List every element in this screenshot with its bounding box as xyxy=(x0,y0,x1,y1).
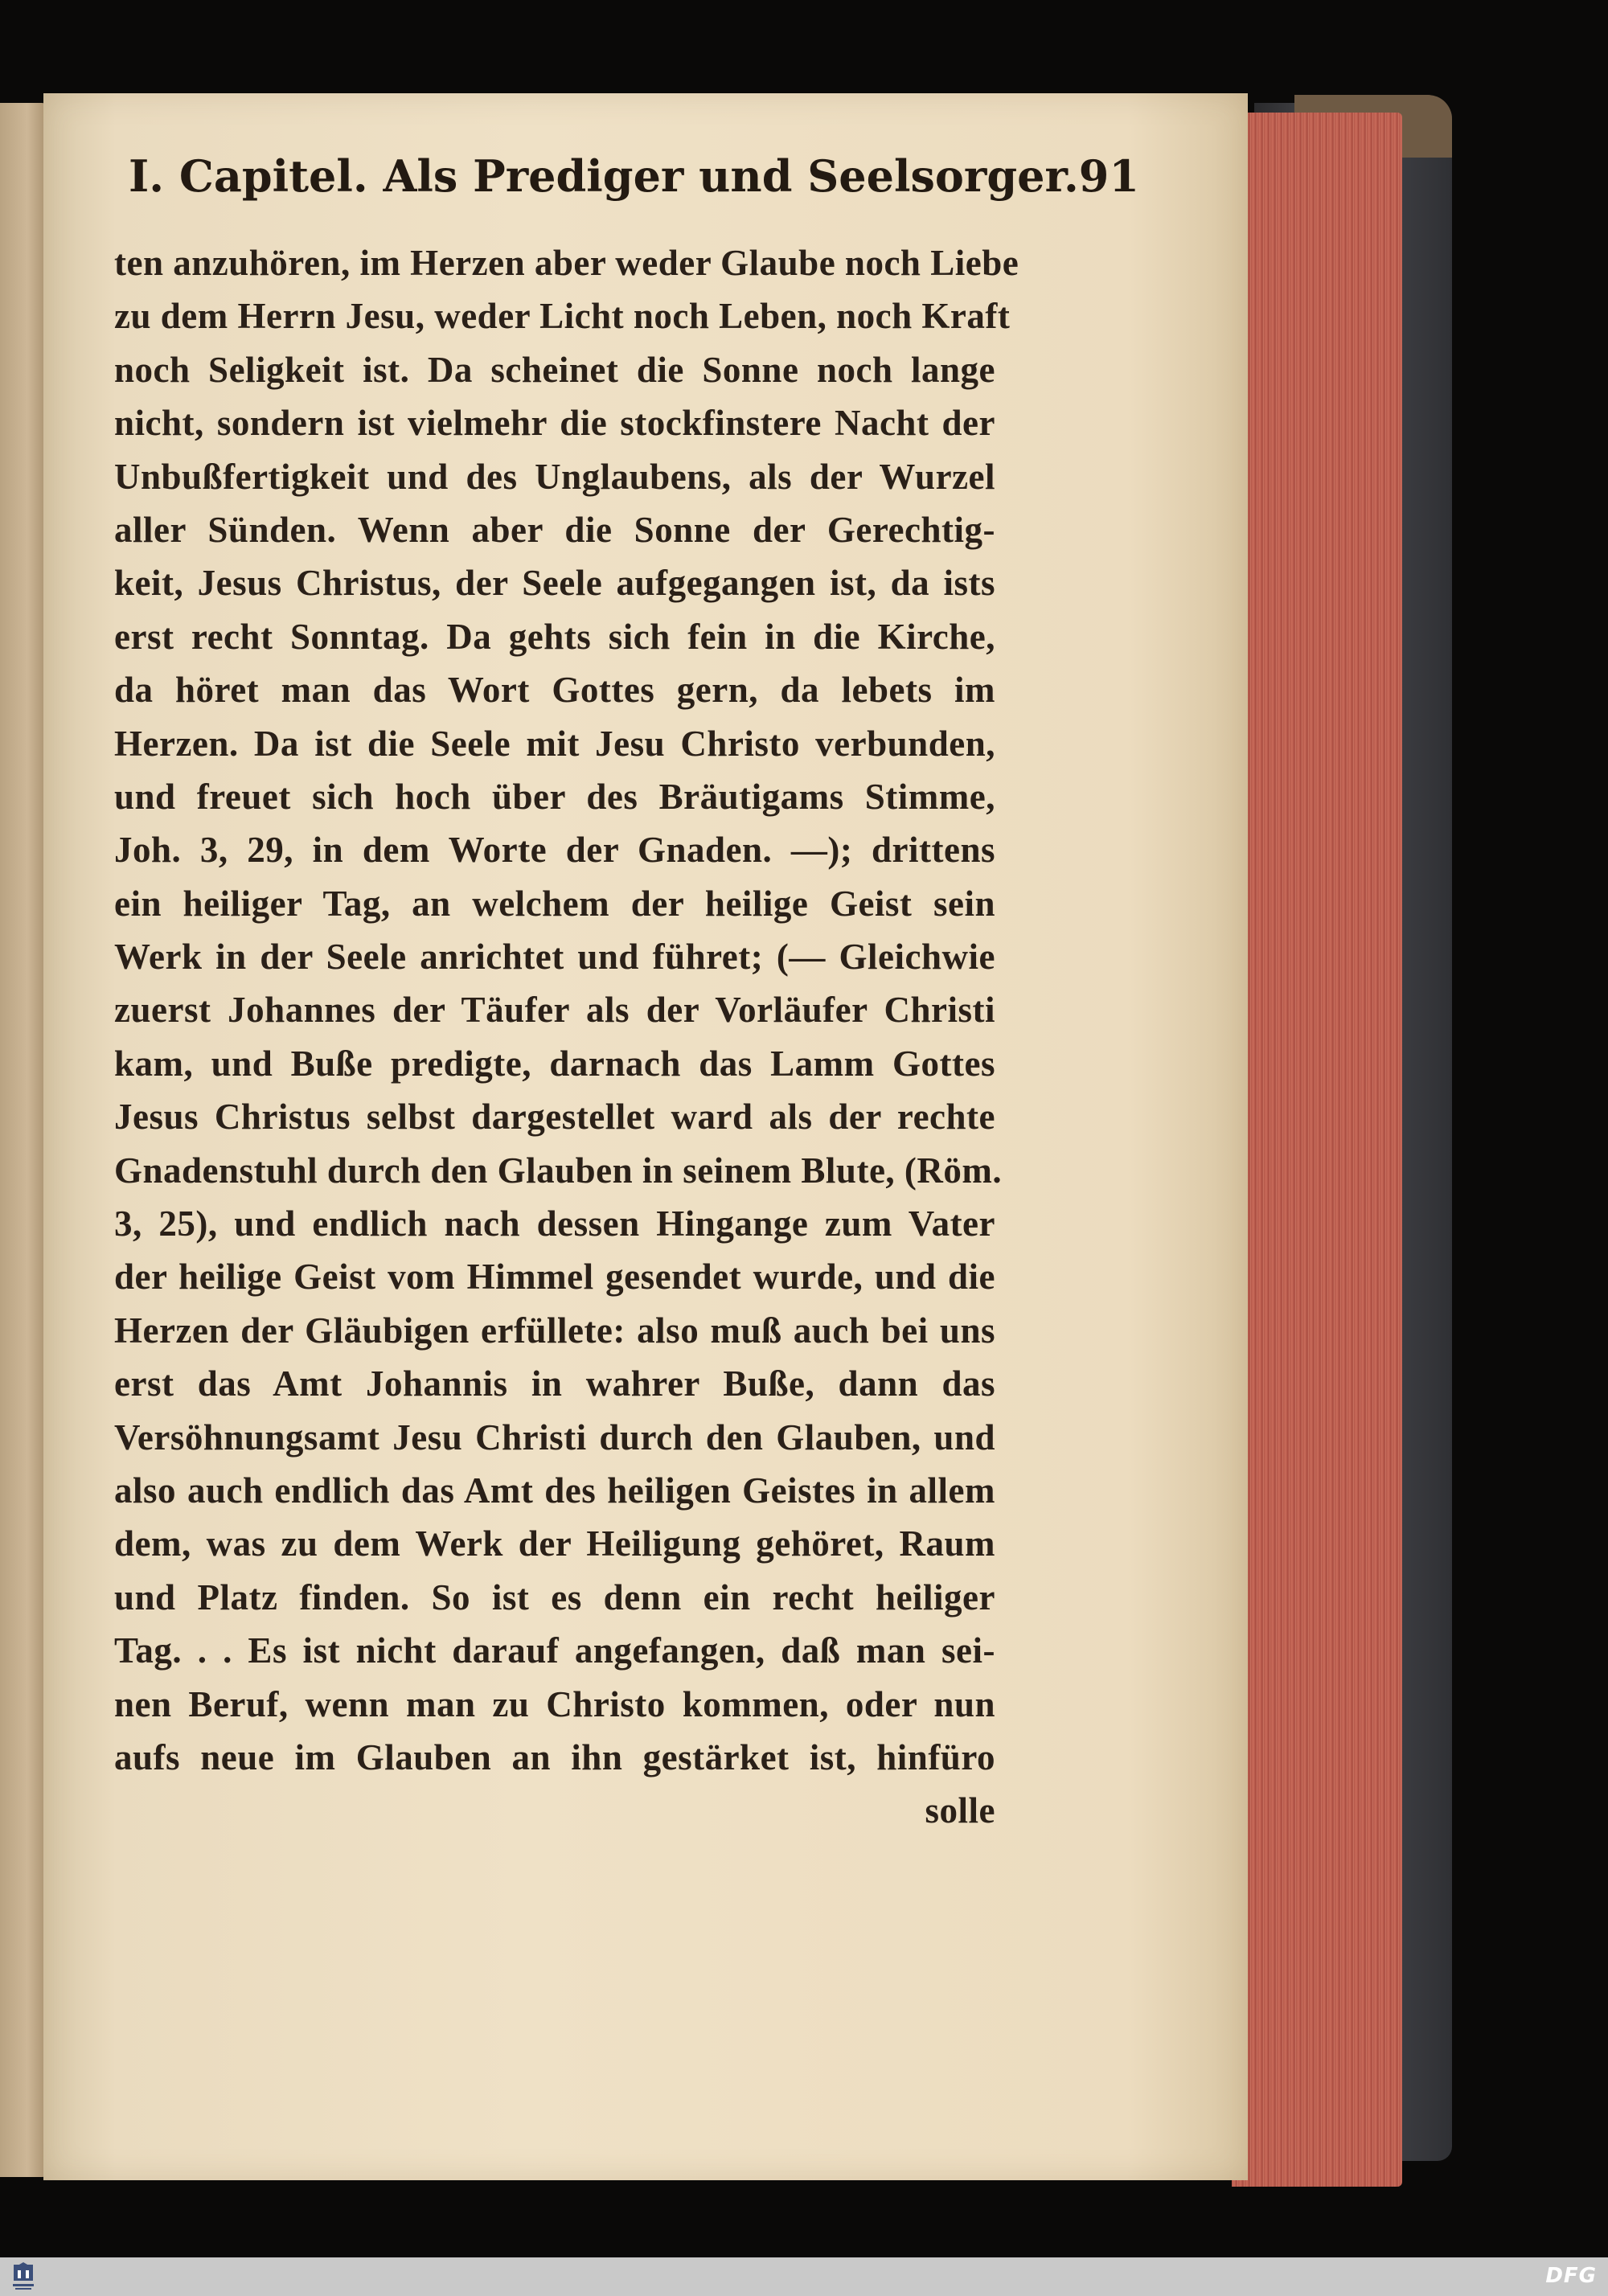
text-line: aufs neue im Glauben an ihn gestärket ist, hinfüro xyxy=(114,1736,995,1777)
text-line: zuerst Johannes der Täufer als der Vorläufer Christi xyxy=(114,990,995,1031)
chapter-title: I. Capitel. Als Prediger und Seelsorger. xyxy=(129,150,1079,202)
text-line: und freuet sich hoch über des Bräutigams Stimme, xyxy=(114,776,995,817)
text-line: der heilige Geist vom Himmel gesendet wurde, und die xyxy=(114,1257,995,1298)
text-line: Joh. 3, 29, in dem Worte der Gnaden. —); drittens xyxy=(114,830,995,871)
text-line: erst das Amt Johannis in wahrer Buße, dann das xyxy=(114,1363,995,1404)
text-line: Versöhnungsamt Jesu Christi durch den Glauben, und xyxy=(114,1417,995,1458)
page-number: 91 xyxy=(1078,150,1139,202)
text-line: 3, 25), und endlich nach dessen Hingange zum Vater xyxy=(114,1203,995,1244)
running-head xyxy=(129,150,1139,202)
text-line: aller Sünden. Wenn aber die Sonne der Gerechtig- xyxy=(114,509,995,550)
body-text xyxy=(114,236,1019,1838)
text-line: also auch endlich das Amt des heiligen Geistes in allem xyxy=(114,1470,995,1511)
text-line: erst recht Sonntag. Da gehts sich fein in die Kirche, xyxy=(114,616,995,657)
text-line: nen Beruf, wenn man zu Christo kommen, oder nun xyxy=(114,1683,995,1724)
text-line: Unbußfertigkeit und des Unglaubens, als der Wurzel xyxy=(114,456,995,497)
text-line: kam, und Buße predigte, darnach das Lamm Gottes xyxy=(114,1043,995,1084)
text-line: Herzen der Gläubigen erfüllete: also muß auch bei uns xyxy=(114,1310,995,1351)
facing-page-edge xyxy=(0,103,50,2177)
text-line: zu dem Herrn Jesu, weder Licht noch Leben, noch Kraft xyxy=(114,296,1011,337)
red-page-edges xyxy=(1232,113,1402,2187)
text-line: Herzen. Da ist die Seele mit Jesu Christo verbunden, xyxy=(114,723,995,764)
text-line: ein heiliger Tag, an welchem der heilige Geist sein xyxy=(114,883,995,924)
text-line: Werk in der Seele anrichtet und führet; (— Gleichwie xyxy=(114,937,995,978)
text-line: und Platz finden. So ist es denn ein recht heiliger xyxy=(114,1576,995,1617)
text-line: keit, Jesus Christus, der Seele aufgegangen ist, da ists xyxy=(114,563,995,604)
library-crest-icon xyxy=(5,2261,42,2293)
dfg-logo: DFG xyxy=(1545,2264,1597,2288)
text-line: noch Seligkeit ist. Da scheinet die Sonne noch lange xyxy=(114,349,995,390)
text-line: dem, was zu dem Werk der Heiligung gehöret, Raum xyxy=(114,1523,995,1564)
text-line: da höret man das Wort Gottes gern, da lebets im xyxy=(114,670,995,711)
text-line: nicht, sondern ist vielmehr die stockfinstere Nacht der xyxy=(114,403,995,444)
viewer-footer xyxy=(0,2257,1608,2296)
catchword: solle xyxy=(925,1790,995,1831)
text-line: ten anzuhören, im Herzen aber weder Glaube noch Liebe xyxy=(114,243,1019,283)
text-line: Tag. . . Es ist nicht darauf angefangen, daß man sei- xyxy=(114,1630,995,1671)
text-line: Jesus Christus selbst dargestellet ward als der rechte xyxy=(114,1097,995,1138)
text-line: Gnadenstuhl durch den Glauben in seinem Blute, (Röm. xyxy=(114,1150,1003,1191)
